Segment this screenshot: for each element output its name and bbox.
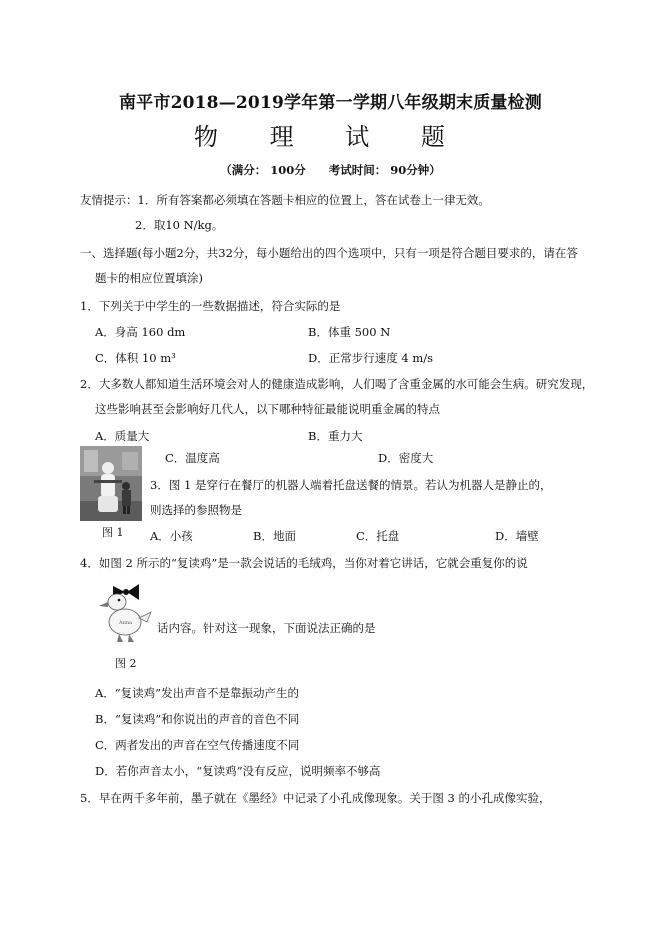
- score-time-info: （满分： 100分 考试时间： 90分钟）: [220, 163, 441, 177]
- question-1-stem: 1．下列关于中学生的一些数据描述，符合实际的是: [80, 299, 341, 313]
- q4-option-c: C．两者发出的声音在空气传播速度不同: [95, 738, 300, 752]
- q2-option-d: D．密度大: [378, 451, 434, 465]
- q1-option-c: C．体积 10 m³: [95, 351, 176, 365]
- question-4-stem-cont: 话内容。针对这一现象，下面说法正确的是: [157, 621, 376, 635]
- tips-line-2: 2．取10 N/kg。: [135, 218, 224, 232]
- exam-title: 南平市2018—2019学年第一学期八年级期末质量检测: [118, 93, 543, 113]
- q1-option-a: A．身高 160 dm: [95, 325, 186, 339]
- figure-1-robot-photo: [80, 446, 142, 521]
- svg-text:Anna: Anna: [119, 620, 133, 626]
- figure-2-repeating-chicken: [95, 578, 157, 648]
- q4-option-a: A．“复读鸡”发出声音不是靠振动产生的: [95, 686, 300, 700]
- section-1-heading-cont: 题卡的相应位置填涂): [95, 271, 203, 285]
- question-4-stem: 4．如图 2 所示的“复读鸡”是一款会说话的毛绒鸡，当你对着它讲话，它就会重复你的说: [80, 556, 528, 570]
- question-2-stem: 2．大多数人都知道生活环境会对人的健康造成影响，人们喝了含重金属的水可能会生病。研究发现，: [80, 377, 594, 391]
- tips-line-1: 友情提示：1．所有答案都必须填在答题卡相应的位置上，答在试卷上一律无效。: [80, 193, 490, 207]
- question-3-stem: 3．图 1 是穿行在餐厅的机器人端着托盘送餐的情景。若认为机器人是静止的，: [150, 478, 552, 492]
- q2-option-a: A．质量大: [95, 429, 150, 443]
- q3-option-a: A．小孩: [150, 529, 193, 543]
- q3-option-d: D．墙壁: [495, 529, 539, 543]
- question-2-stem-cont: 这些影响甚至会影响好几代人，以下哪种特征最能说明重金属的特点: [95, 402, 440, 416]
- question-3-stem-cont: 则选择的参照物是: [150, 503, 242, 517]
- q1-option-b: B．体重 500 N: [308, 325, 391, 339]
- q1-option-d: D．正常步行速度 4 m/s: [308, 351, 434, 365]
- figure-1-caption: 图 1: [102, 526, 124, 539]
- q4-option-b: B．“复读鸡”和你说出的声音的音色不同: [95, 712, 300, 726]
- q3-option-b: B．地面: [253, 529, 296, 543]
- q3-option-c: C．托盘: [356, 529, 400, 543]
- figure-2-caption: 图 2: [115, 657, 137, 670]
- q2-option-b: B．重力大: [308, 429, 363, 443]
- section-1-heading: 一、选择题(每小题2分，共32分，每小题给出的四个选项中，只有一项是符合题目要求的，请在答: [80, 246, 578, 260]
- subject-title: 物 理 试 题: [194, 123, 467, 151]
- q4-option-d: D．若你声音太小，“复读鸡”没有反应，说明频率不够高: [95, 764, 381, 778]
- question-5-stem: 5．早在两千多年前，墨子就在《墨经》中记录了小孔成像现象。关于图 3 的小孔成像实验，: [80, 791, 551, 805]
- q2-option-c: C．温度高: [165, 451, 220, 465]
